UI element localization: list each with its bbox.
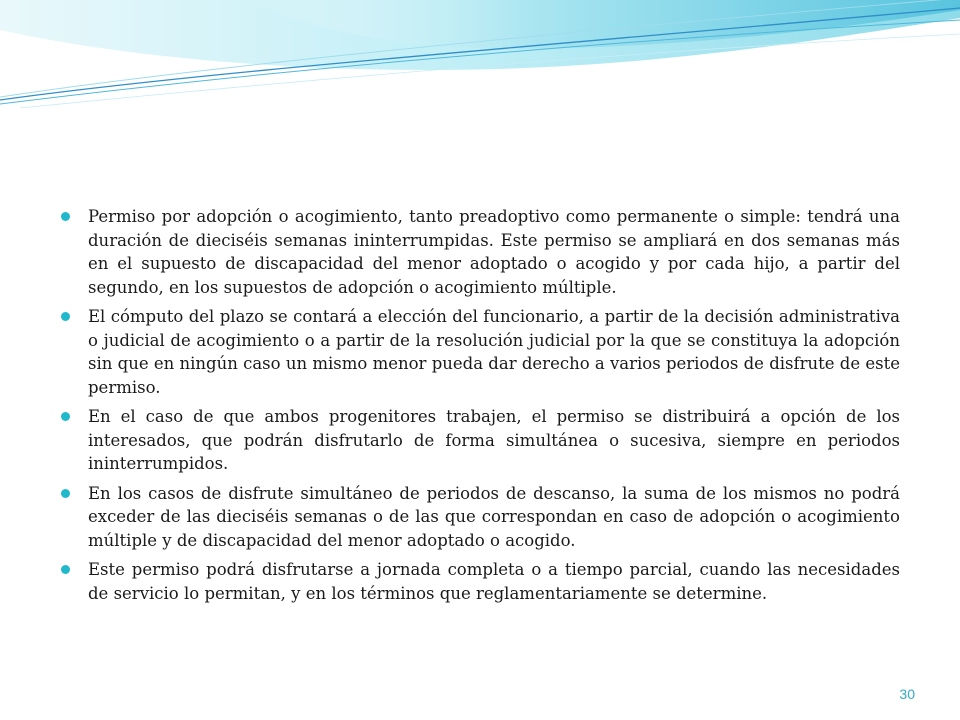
header-wave-decoration [0,0,960,130]
bullet-item-2 [60,305,900,399]
bullet-item-4 [60,482,900,553]
page-number: 30 [899,686,915,702]
bullet-text: Este permiso podrá disfrutarse a jornada completa o a tiempo parcial, cuando las necesidades de servicio lo permitan, y en los términos que reglamentariamente se determine. [88,560,900,603]
bullet-text: En el caso de que ambos progenitores trabajen, el permiso se distribuirá a opción de los interesados, que podrán disfrutarlo de forma simultánea o sucesiva, siempre en periodos ininterrumpidos. [88,407,900,473]
bullet-item-5 [60,558,900,605]
bullet-item-3 [60,405,900,476]
bullet-dot-icon [61,312,70,321]
bullet-text: Permiso por adopción o acogimiento, tanto preadoptivo como permanente o simple: tendrá una duración de dieciséis semanas ininterrumpidas. Este permiso se ampliará en dos semanas más en el supuesto de discapacidad del menor adoptado o acogido y por cada hijo, a partir del segundo, en los supuestos de adopción o acogimiento múltiple. [88,207,900,297]
bullet-dot-icon [61,412,70,421]
bullet-dot-icon [61,489,70,498]
bullet-dot-icon [61,565,70,574]
bullet-dot-icon [61,212,70,221]
bullet-list [60,205,900,611]
bullet-text: En los casos de disfrute simultáneo de periodos de descanso, la suma de los mismos no podrá exceder de las dieciséis semanas o de las que correspondan en caso de adopción o acogimiento múltiple y de discapacidad del menor adoptado o acogido. [88,483,900,550]
bullet-item-1 [60,205,900,299]
bullet-text: El cómputo del plazo se contará a elección del funcionario, a partir de la decisión administrativa o judicial de acogimiento o a partir de la resolución judicial por la que se constituya la adopción sin que en ningún caso un mismo menor pueda dar derecho a varios periodos de disfrute de este permiso. [88,307,900,397]
